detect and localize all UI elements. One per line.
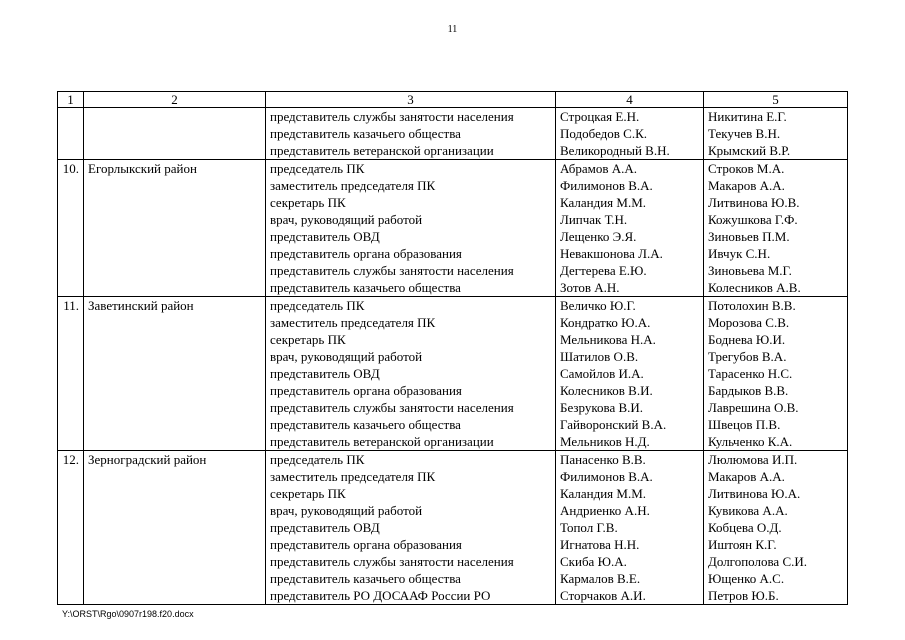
commission-role: представитель ОВД bbox=[270, 366, 380, 381]
member-name: Дегтерева Е.Ю. bbox=[560, 263, 647, 278]
member-name: Каландия М.М. bbox=[560, 486, 647, 501]
header-col-3: 3 bbox=[266, 92, 556, 108]
table-body bbox=[58, 108, 848, 605]
reserve-member-name: Текучев В.Н. bbox=[708, 126, 781, 141]
commission-role: заместитель председателя ПК bbox=[270, 315, 436, 330]
footer-file-path: Y:\ORST\Rgo\0907r198.f20.docx bbox=[62, 609, 194, 619]
commission-role: представитель службы занятости населения bbox=[270, 554, 514, 569]
header-col-4: 4 bbox=[556, 92, 704, 108]
member-name: Колесников В.И. bbox=[560, 383, 653, 398]
reserve-member-name: Лаврешина О.В. bbox=[708, 400, 799, 415]
reserve-member-name: Кувикова А.А. bbox=[708, 503, 788, 518]
member-name: Филимонов В.А. bbox=[560, 469, 653, 484]
commission-role: представитель ветеранской организации bbox=[270, 143, 494, 158]
commission-role-cell bbox=[266, 451, 556, 605]
member-name: Скиба Ю.А. bbox=[560, 554, 627, 569]
table-row bbox=[58, 108, 848, 160]
header-col-5: 5 bbox=[704, 92, 848, 108]
member-name: Андриенко А.Н. bbox=[560, 503, 650, 518]
commission-role: представитель казачьего общества bbox=[270, 126, 461, 141]
member-name-cell bbox=[556, 160, 704, 297]
commission-role: представитель службы занятости населения bbox=[270, 400, 514, 415]
commission-role: заместитель председателя ПК bbox=[270, 178, 436, 193]
member-name: Величко Ю.Г. bbox=[560, 298, 636, 313]
reserve-member-name: Никитина Е.Г. bbox=[708, 109, 787, 124]
member-name: Игнатова Н.Н. bbox=[560, 537, 640, 552]
commission-role: заместитель председателя ПК bbox=[270, 469, 436, 484]
member-name: Панасенко В.В. bbox=[560, 452, 646, 467]
header-col-1: 1 bbox=[58, 92, 84, 108]
reserve-member-name: Кульченко К.А. bbox=[708, 434, 793, 449]
district-name: Егорлыкский район bbox=[84, 160, 266, 297]
reserve-member-name: Морозова С.В. bbox=[708, 315, 790, 330]
reserve-member-name: Макаров А.А. bbox=[708, 469, 785, 484]
member-name: Лещенко Э.Я. bbox=[560, 229, 637, 244]
reserve-member-name: Зиновьева М.Г. bbox=[708, 263, 792, 278]
member-name: Шатилов О.В. bbox=[560, 349, 639, 364]
row-number bbox=[58, 108, 84, 160]
member-name: Гайворонский В.А. bbox=[560, 417, 667, 432]
page-number: 11 bbox=[447, 24, 458, 35]
commission-role: представитель ОВД bbox=[270, 520, 380, 535]
member-name: Филимонов В.А. bbox=[560, 178, 653, 193]
commission-role: представитель казачьего общества bbox=[270, 417, 461, 432]
commission-role: представитель ветеранской организации bbox=[270, 434, 494, 449]
reserve-member-name: Потолохин В.В. bbox=[708, 298, 796, 313]
commission-role: представитель казачьего общества bbox=[270, 280, 461, 295]
reserve-member-name: Люлюмова И.П. bbox=[708, 452, 798, 467]
member-name: Абрамов А.А. bbox=[560, 161, 638, 176]
table-row bbox=[58, 160, 848, 297]
table-row bbox=[58, 297, 848, 451]
member-name: Топол Г.В. bbox=[560, 520, 618, 535]
member-name: Великородный В.Н. bbox=[560, 143, 670, 158]
reserve-member-name: Тарасенко Н.С. bbox=[708, 366, 793, 381]
reserve-member-name-cell bbox=[704, 108, 848, 160]
district-name: Зерноградский район bbox=[84, 451, 266, 605]
reserve-member-name: Литвинова Ю.А. bbox=[708, 486, 801, 501]
commission-role: председатель ПК bbox=[270, 298, 365, 313]
member-name: Безрукова В.И. bbox=[560, 400, 644, 415]
member-name: Кармалов В.Е. bbox=[560, 571, 641, 586]
header-col-2: 2 bbox=[84, 92, 266, 108]
commission-table bbox=[57, 91, 848, 605]
table-header-row bbox=[58, 92, 848, 108]
member-name: Мельников Н.Д. bbox=[560, 434, 650, 449]
reserve-member-name: Иштоян К.Г. bbox=[708, 537, 777, 552]
reserve-member-name: Бардыков В.В. bbox=[708, 383, 789, 398]
commission-role: секретарь ПК bbox=[270, 195, 346, 210]
reserve-member-name: Ющенко А.С. bbox=[708, 571, 785, 586]
member-name: Самойлов И.А. bbox=[560, 366, 644, 381]
district-name bbox=[84, 108, 266, 160]
member-name: Мельникова Н.А. bbox=[560, 332, 656, 347]
reserve-member-name: Крымский В.Р. bbox=[708, 143, 791, 158]
reserve-member-name: Литвинова Ю.В. bbox=[708, 195, 800, 210]
commission-role: представитель службы занятости населения bbox=[270, 109, 514, 124]
reserve-member-name: Кожушкова Г.Ф. bbox=[708, 212, 798, 227]
member-name: Зотов А.Н. bbox=[560, 280, 620, 295]
commission-role: представитель органа образования bbox=[270, 246, 462, 261]
reserve-member-name: Макаров А.А. bbox=[708, 178, 785, 193]
commission-role-cell bbox=[266, 108, 556, 160]
reserve-member-name: Ивчук С.Н. bbox=[708, 246, 771, 261]
commission-role: врач, руководящий работой bbox=[270, 503, 423, 518]
reserve-member-name: Долгополова С.И. bbox=[708, 554, 808, 569]
reserve-member-name-cell bbox=[704, 297, 848, 451]
commission-role-cell bbox=[266, 297, 556, 451]
member-name-cell bbox=[556, 297, 704, 451]
member-name: Строцкая Е.Н. bbox=[560, 109, 640, 124]
table-row bbox=[58, 451, 848, 605]
reserve-member-name-cell bbox=[704, 160, 848, 297]
commission-role: секретарь ПК bbox=[270, 486, 346, 501]
member-name-cell bbox=[556, 108, 704, 160]
member-name: Липчак Т.Н. bbox=[560, 212, 628, 227]
reserve-member-name-cell bbox=[704, 451, 848, 605]
reserve-member-name: Кобцева О.Д. bbox=[708, 520, 782, 535]
reserve-member-name: Зиновьев П.М. bbox=[708, 229, 790, 244]
commission-role: врач, руководящий работой bbox=[270, 349, 423, 364]
reserve-member-name: Колесников А.В. bbox=[708, 280, 801, 295]
row-number: 11. bbox=[58, 297, 84, 451]
commission-role: представитель органа образования bbox=[270, 383, 462, 398]
row-number: 10. bbox=[58, 160, 84, 297]
member-name: Сторчаков А.И. bbox=[560, 588, 646, 603]
commission-role: врач, руководящий работой bbox=[270, 212, 423, 227]
reserve-member-name: Строков М.А. bbox=[708, 161, 785, 176]
member-name: Каландия М.М. bbox=[560, 195, 647, 210]
commission-role: представитель казачьего общества bbox=[270, 571, 461, 586]
reserve-member-name: Трегубов В.А. bbox=[708, 349, 787, 364]
member-name-cell bbox=[556, 451, 704, 605]
member-name: Подобедов С.К. bbox=[560, 126, 648, 141]
member-name: Невакшонова Л.А. bbox=[560, 246, 663, 261]
commission-role: секретарь ПК bbox=[270, 332, 346, 347]
commission-role: представитель ОВД bbox=[270, 229, 380, 244]
commission-role-cell bbox=[266, 160, 556, 297]
commission-role: представитель РО ДОСААФ России РО bbox=[270, 588, 491, 603]
member-name: Кондратко Ю.А. bbox=[560, 315, 651, 330]
reserve-member-name: Боднева Ю.И. bbox=[708, 332, 786, 347]
district-name: Заветинский район bbox=[84, 297, 266, 451]
commission-role: председатель ПК bbox=[270, 161, 365, 176]
reserve-member-name: Швецов П.В. bbox=[708, 417, 781, 432]
row-number: 12. bbox=[58, 451, 84, 605]
reserve-member-name: Петров Ю.Б. bbox=[708, 588, 779, 603]
commission-role: представитель органа образования bbox=[270, 537, 462, 552]
commission-role: председатель ПК bbox=[270, 452, 365, 467]
commission-role: представитель службы занятости населения bbox=[270, 263, 514, 278]
